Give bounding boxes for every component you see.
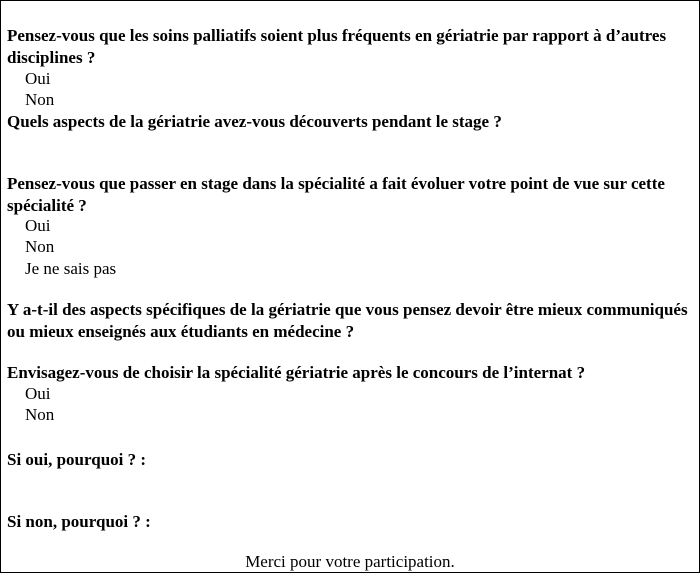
option-oui[interactable]: Oui xyxy=(25,69,51,88)
question-palliative-care: Pensez-vous que les soins palliatifs soient plus fréquents en gériatrie par rapport à d’autres disciplines ? xyxy=(7,26,667,67)
option-non[interactable]: Non xyxy=(25,405,55,424)
question-aspects-to-communicate: Y a-t-il des aspects spécifiques de la gériatrie que vous pensez devoir être mieux communiqués ou mieux enseignés aux étudiants en médecine ? xyxy=(7,300,688,341)
question-point-of-view: Pensez-vous que passer en stage dans la spécialité a fait évoluer votre point de vue sur cette spécialité ? xyxy=(7,174,665,215)
question-choose-specialty: Envisagez-vous de choisir la spécialité gériatrie après le concours de l’internat ? xyxy=(7,363,586,382)
option-non[interactable]: Non xyxy=(25,237,55,256)
option-je-ne-sais-pas[interactable]: Je ne sais pas xyxy=(25,259,117,278)
question-if-no-why: Si non, pourquoi ? : xyxy=(7,512,151,531)
option-oui[interactable]: Oui xyxy=(25,216,51,235)
option-oui[interactable]: Oui xyxy=(25,384,51,403)
option-non[interactable]: Non xyxy=(25,90,55,109)
question-if-yes-why: Si oui, pourquoi ? : xyxy=(7,450,147,469)
thank-you-footer: Merci pour votre participation. xyxy=(245,552,455,571)
question-aspects-discovered: Quels aspects de la gériatrie avez-vous découverts pendant le stage ? xyxy=(7,112,502,131)
